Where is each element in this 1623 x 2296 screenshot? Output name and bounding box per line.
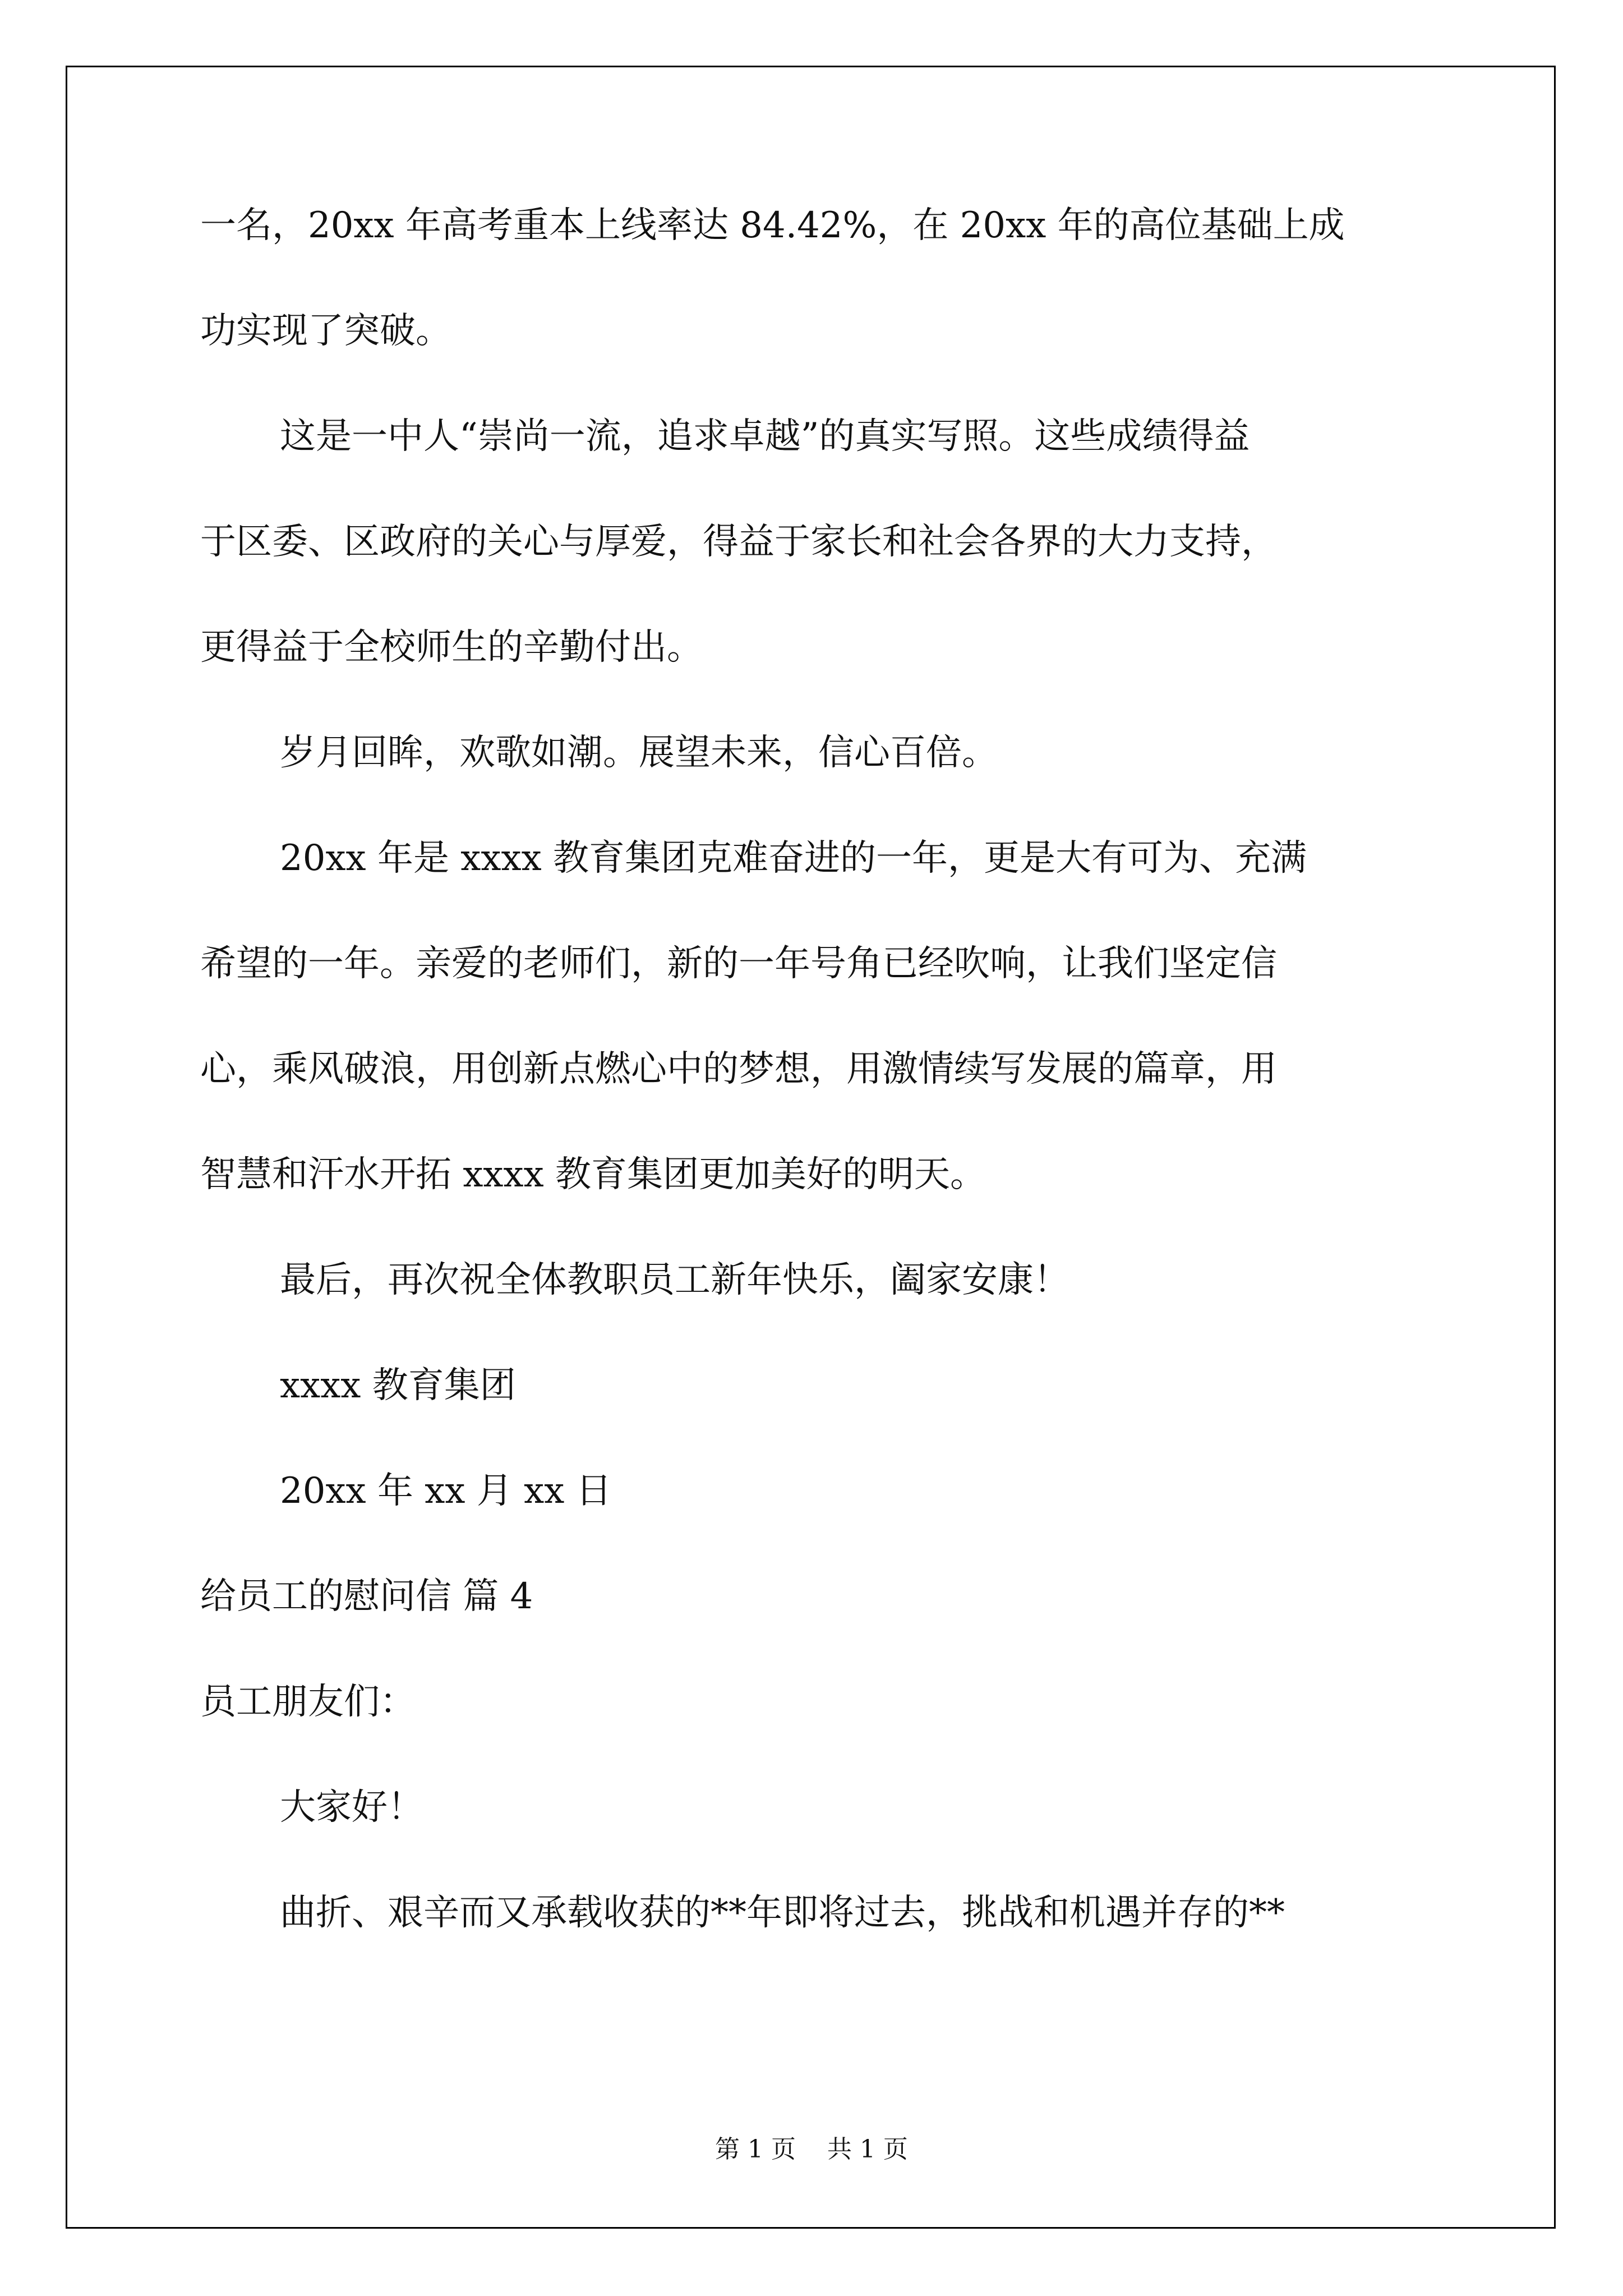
section-heading: 给员工的慰问信 篇 4 xyxy=(200,1576,533,1617)
document-body xyxy=(200,205,1426,2000)
text-line: 20xx 年是 xxxx 教育集团克难奋进的一年，更是大有可为、充满 xyxy=(280,838,1307,879)
salutation: 员工朋友们： xyxy=(200,1681,416,1723)
text-line: 曲折、艰辛而又承载收获的**年即将过去，挑战和机遇并存的** xyxy=(280,1892,1285,1934)
signature-date: 20xx 年 xx 月 xx 日 xyxy=(280,1470,612,1512)
text-line: 一名，20xx 年高考重本上线率达 84.42%，在 20xx 年的高位基础上成 xyxy=(200,205,1345,246)
text-line: 于区委、区政府的关心与厚爱，得益于家长和社会各界的大力支持， xyxy=(200,521,1277,563)
text-line: 最后，再次祝全体教职员工新年快乐，阖家安康！ xyxy=(280,1259,1069,1301)
greeting: 大家好！ xyxy=(280,1787,423,1828)
signature-organization: xxxx 教育集团 xyxy=(280,1365,516,1406)
text-line: 这是一中人“崇尚一流，追求卓越”的真实写照。这些成绩得益 xyxy=(280,416,1250,457)
text-line: 希望的一年。亲爱的老师们，新的一年号角已经吹响，让我们坚定信 xyxy=(200,943,1277,984)
page-number-footer: 第 1 页 共 1 页 xyxy=(715,2135,908,2164)
text-line: 心，乘风破浪，用创新点燃心中的梦想，用激情续写发展的篇章，用 xyxy=(200,1048,1277,1090)
text-line: 更得益于全校师生的辛勤付出。 xyxy=(200,627,703,668)
text-line: 智慧和汗水开拓 xxxx 教育集团更加美好的明天。 xyxy=(200,1154,986,1195)
text-line: 岁月回眸，欢歌如潮。展望未来，信心百倍。 xyxy=(280,732,998,774)
text-line: 功实现了突破。 xyxy=(200,310,451,352)
